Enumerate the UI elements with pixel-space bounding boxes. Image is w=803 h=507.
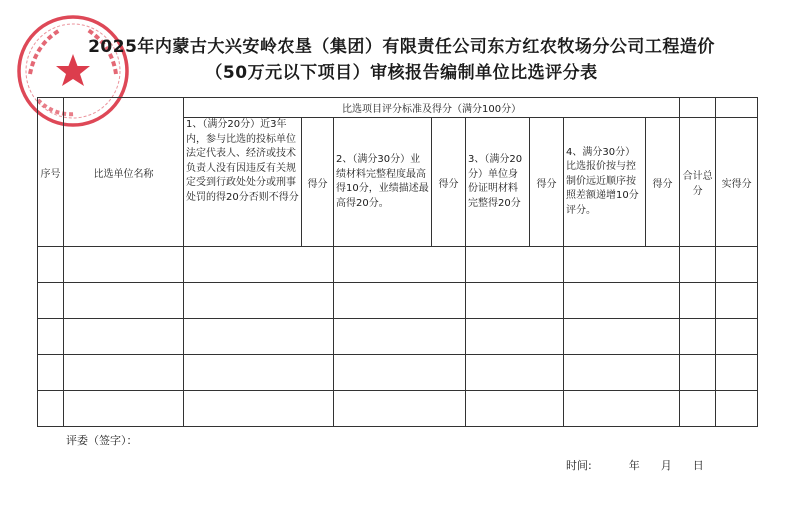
cell-score-3[interactable] [466, 283, 564, 319]
table-header-row-1 [38, 98, 758, 118]
cell-unit-name[interactable] [64, 319, 184, 355]
cell-seq[interactable] [38, 355, 64, 391]
table-row [38, 355, 758, 391]
cell-score-2[interactable] [334, 319, 466, 355]
cell-score-1[interactable] [184, 319, 334, 355]
criterion-2: 2、（满分30分）业绩材料完整程度最高得10分，业绩描述最高得20分。 [334, 118, 432, 247]
document-title-line1: 2025年内蒙古大兴安岭农垦（集团）有限责任公司东方红农牧场分公司工程造价 [88, 37, 715, 57]
cell-total[interactable] [680, 319, 716, 355]
cell-score-4[interactable] [564, 391, 680, 427]
cell-actual[interactable] [716, 319, 758, 355]
header-total: 合计总分 [680, 118, 716, 247]
table-row [38, 247, 758, 283]
score-label-3: 得分 [530, 118, 564, 247]
cell-score-1[interactable] [184, 391, 334, 427]
criterion-3: 3、（满分20分）单位身份证明材料完整得20分 [466, 118, 530, 247]
cell-score-4[interactable] [564, 283, 680, 319]
cell-score-2[interactable] [334, 283, 466, 319]
header-actual: 实得分 [716, 118, 758, 247]
score-label-2: 得分 [432, 118, 466, 247]
header-blank-actual [716, 98, 758, 118]
reviewer-signature-label: 评委（签字）： [66, 434, 138, 447]
table-row [38, 283, 758, 319]
cell-seq[interactable] [38, 283, 64, 319]
header-unit-name: 比选单位名称 [64, 98, 184, 247]
cell-total[interactable] [680, 355, 716, 391]
cell-score-4[interactable] [564, 355, 680, 391]
cell-score-2[interactable] [334, 391, 466, 427]
cell-unit-name[interactable] [64, 283, 184, 319]
month-label: 月 [660, 459, 672, 472]
header-criteria-group: 比选项目评分标准及得分（满分100分） [184, 98, 680, 118]
cell-score-3[interactable] [466, 391, 564, 427]
cell-total[interactable] [680, 283, 716, 319]
year-label: 年 [628, 459, 640, 472]
cell-score-3[interactable] [466, 319, 564, 355]
day-label: 日 [692, 459, 704, 472]
header-blank-total [680, 98, 716, 118]
score-label-4: 得分 [646, 118, 680, 247]
scoring-table [37, 97, 758, 427]
table-row [38, 319, 758, 355]
cell-score-3[interactable] [466, 247, 564, 283]
cell-total[interactable] [680, 247, 716, 283]
cell-score-1[interactable] [184, 283, 334, 319]
cell-score-2[interactable] [334, 355, 466, 391]
cell-score-4[interactable] [564, 319, 680, 355]
cell-actual[interactable] [716, 247, 758, 283]
date-line [566, 457, 704, 473]
cell-actual[interactable] [716, 283, 758, 319]
cell-unit-name[interactable] [64, 391, 184, 427]
table-row [38, 391, 758, 427]
score-label-1: 得分 [302, 118, 334, 247]
cell-actual[interactable] [716, 355, 758, 391]
time-label: 时间: [566, 459, 592, 472]
cell-seq[interactable] [38, 391, 64, 427]
cell-unit-name[interactable] [64, 247, 184, 283]
cell-unit-name[interactable] [64, 355, 184, 391]
cell-score-1[interactable] [184, 355, 334, 391]
cell-actual[interactable] [716, 391, 758, 427]
cell-score-1[interactable] [184, 247, 334, 283]
cell-score-4[interactable] [564, 247, 680, 283]
cell-total[interactable] [680, 391, 716, 427]
cell-score-3[interactable] [466, 355, 564, 391]
cell-score-2[interactable] [334, 247, 466, 283]
header-seq: 序号 [38, 98, 64, 247]
criterion-4: 4、满分30分）比选报价按与控制价远近顺序按照差额递增10分评分。 [564, 118, 646, 247]
cell-seq[interactable] [38, 319, 64, 355]
document-title-line2: （50万元以下项目）审核报告编制单位比选评分表 [205, 63, 598, 83]
cell-seq[interactable] [38, 247, 64, 283]
criterion-1: 1、（满分20分）近3年内，参与比选的投标单位法定代表人、经济或技术负责人没有因违反有关规定受到行政处处分或刑事处罚的得20分否则不得分 [184, 118, 302, 247]
